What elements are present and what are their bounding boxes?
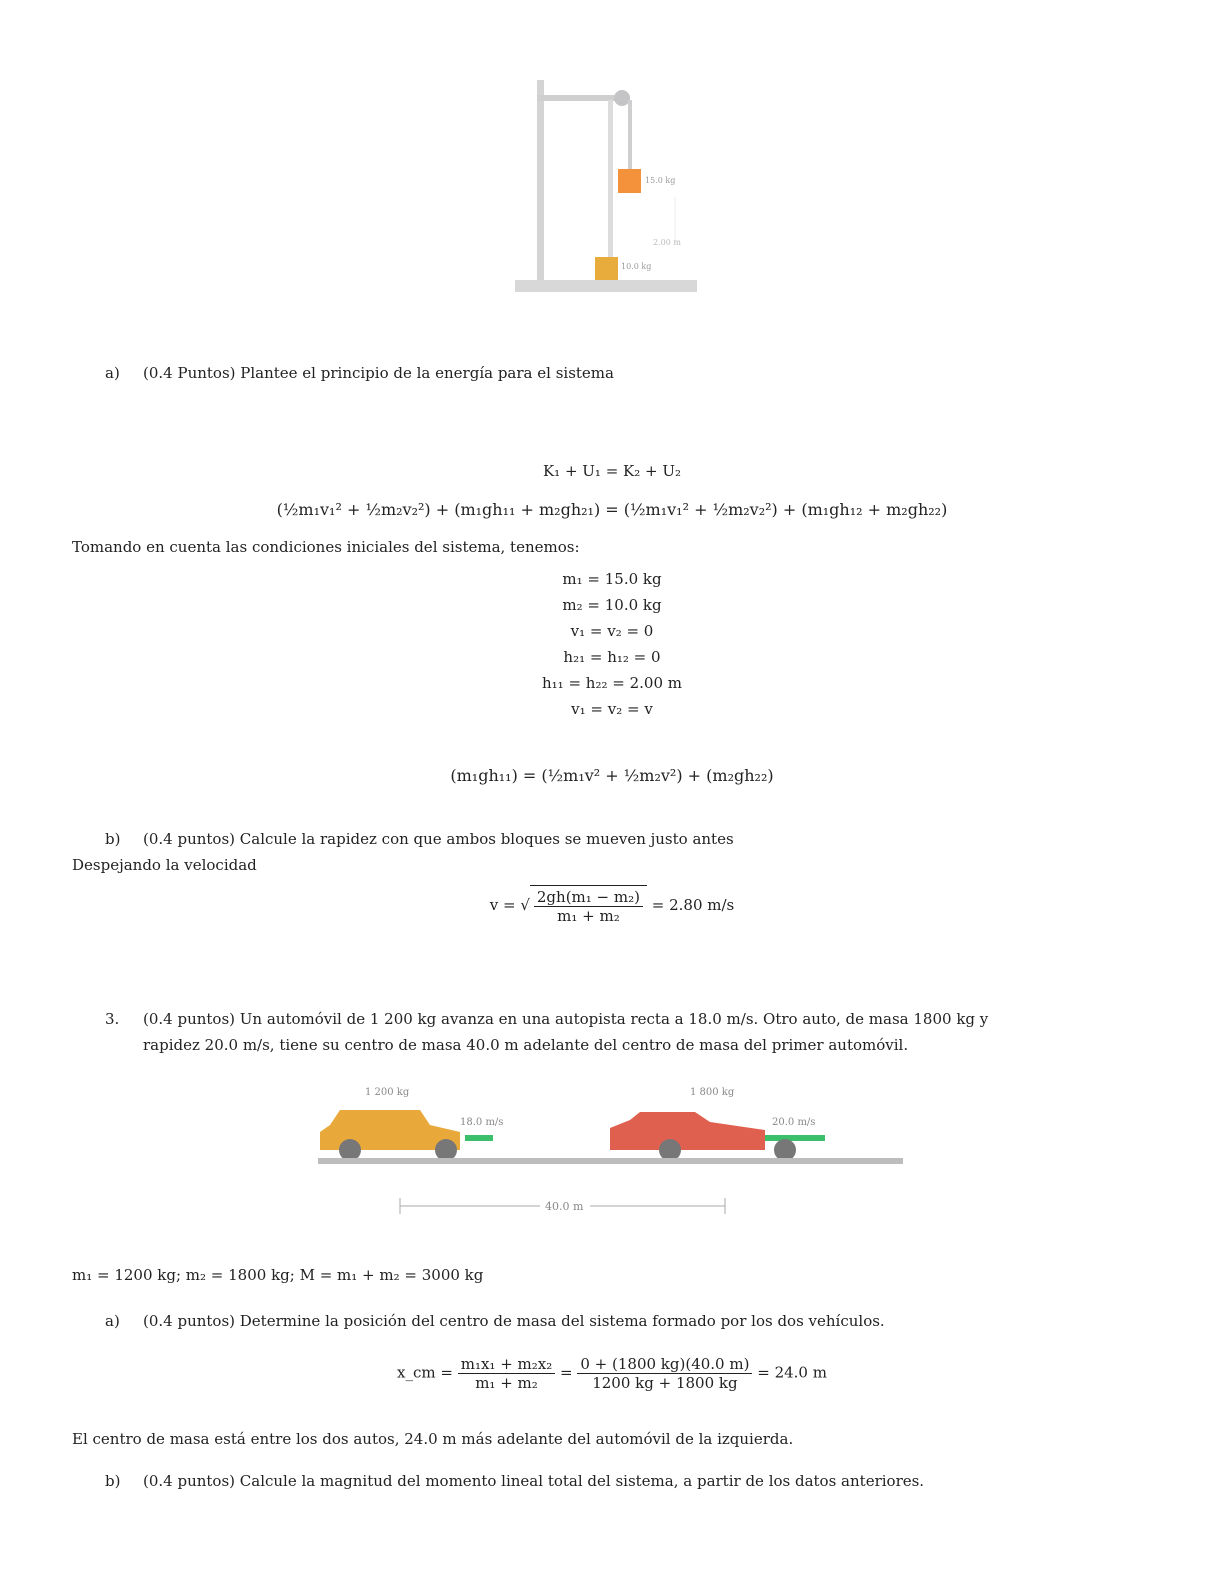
distance-label: 40.0 m — [545, 1200, 584, 1213]
car2-velocity-arrow — [765, 1135, 825, 1141]
energy-equation-full: (½m₁v₁² + ½m₂v₂²) + (m₁gh₁₁ + m₂gh₂₁) = (½m₁v₁² + ½m₂v₂²) + (m₁gh₁₂ + m₂gh₂₂) — [276, 500, 948, 519]
question-b: b) (0.4 puntos) Calcule la rapidez con que ambos bloques se mueven justo antes — [105, 830, 734, 848]
rope-left — [608, 100, 613, 280]
mass-bottom-label: 10.0 kg — [621, 262, 652, 271]
problem-3: 3. (0.4 puntos) Un automóvil de 1 200 kg avanza en una autopista recta a 18.0 m/s. Otro auto, de masa 1800 kg y rapidez 20.0 m/s, tiene su centro de masa 40.0 m adelante del centro de masa del primer automóvil. — [105, 1010, 989, 1054]
pulley-diagram — [505, 75, 705, 300]
question-3b: b) (0.4 puntos) Calcule la magnitud del momento lineal total del sistema, a partir de los datos anteriores. — [105, 1472, 925, 1490]
car2-speed-label: 20.0 m/s — [772, 1117, 816, 1128]
xcm-conclusion: El centro de masa está entre los dos autos, 24.0 m más adelante del automóvil de la izquierda. — [72, 1430, 794, 1448]
pulley-icon — [614, 90, 630, 106]
conditions-intro: Tomando en cuenta las condiciones iniciales del sistema, tenemos: — [72, 538, 580, 556]
question-a: a) (0.4 Puntos) Plantee el principio de la energía para el sistema — [105, 364, 614, 382]
car1-mass-label: 1 200 kg — [365, 1087, 410, 1098]
energy-equation: K₁ + U₁ = K₂ + U₂ — [542, 462, 682, 480]
left-post — [537, 80, 544, 280]
floor — [515, 280, 697, 292]
masses-line: m₁ = 1200 kg; m₂ = 1800 kg; M = m₁ + m₂ = 3000 kg — [72, 1266, 484, 1284]
car2-icon — [610, 1112, 765, 1150]
top-bar — [537, 95, 627, 101]
conditions-list: m₁ = 15.0 kg m₂ = 10.0 kg v₁ = v₂ = 0 h₂₁ = h₁₂ = 0 h₁₁ = h₂₂ = 2.00 m v₁ = v₂ = v — [542, 570, 682, 718]
question-3a: a) (0.4 puntos) Determine la posición del centro de masa del sistema formado por los dos vehículos. — [105, 1312, 885, 1330]
solve-intro: Despejando la velocidad — [72, 856, 257, 874]
reduced-equation: (m₁gh₁₁) = (½m₁v² + ½m₂v²) + (m₂gh₂₂) — [450, 766, 774, 785]
velocity-equation: v = √ $\frac{\text{2gh(m₁ − m₂)}}{\text{m₁ + m₂}}$ = 2.80 m/s — [0, 885, 1224, 927]
car1-speed-label: 18.0 m/s — [460, 1117, 504, 1128]
height-label: 2.00 m — [653, 238, 681, 247]
block-top — [618, 169, 641, 193]
car2-mass-label: 1 800 kg — [690, 1087, 735, 1098]
mass-top-label: 15.0 kg — [645, 176, 676, 185]
road — [318, 1158, 903, 1164]
block-bottom — [595, 257, 618, 283]
cars-diagram — [310, 1070, 910, 1220]
car1-velocity-arrow — [465, 1135, 493, 1141]
rope-right — [628, 100, 632, 172]
xcm-equation: x_cm = $\frac{\text{m₁x₁ + m₂x₂}}{\text{m₁ + m₂}}$ = $\frac{0 + (1800 kg)(40.0 m)}{1200 kg + 1800 kg}$ = 24.0 m — [397, 1355, 827, 1392]
